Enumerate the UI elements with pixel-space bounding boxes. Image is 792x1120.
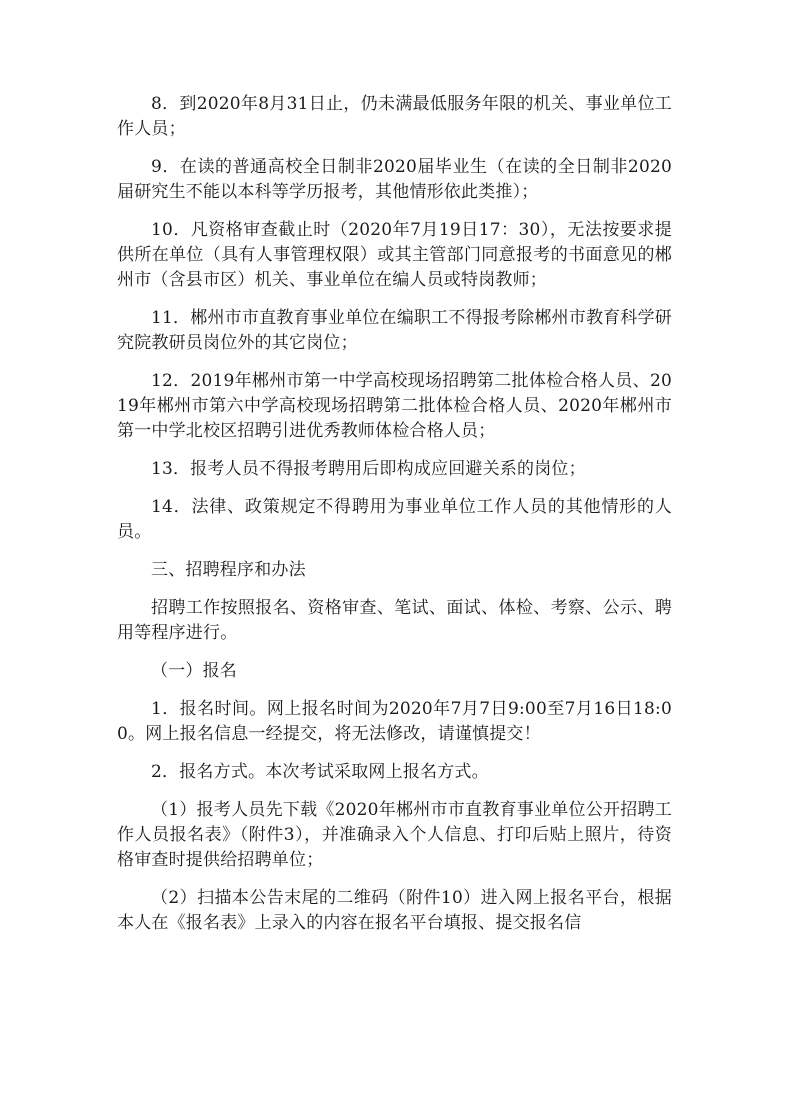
document-body <box>117 92 672 948</box>
paragraph-item-14: 14．法律、政策规定不得聘用为事业单位工作人员的其他情形的人员。 <box>117 497 672 542</box>
paragraph-registration-method: 2．报名方式。本次考试采取网上报名方式。 <box>151 762 489 782</box>
paragraph-item-9: 9．在读的普通高校全日制非2020届毕业生（在读的全日制非2020届研究生不能以本科等学历报考，其他情形依此类推）； <box>117 157 672 202</box>
section-heading-procedure: 三、招聘程序和办法 <box>151 560 306 580</box>
paragraph-registration-step-1: （1）报考人员先下载《2020年郴州市市直教育事业单位公开招聘工作人员报名表》（附件3），并准确录入个人信息、打印后贴上照片，待资格审查时提供给招聘单位； <box>117 800 672 870</box>
paragraph-item-12: 12．2019年郴州市第一中学高校现场招聘第二批体检合格人员、2019年郴州市第六中学高校现场招聘第二批体检合格人员、2020年郴州市第一中学北校区招聘引进优秀教师体检合格人员； <box>117 371 672 441</box>
paragraph-procedure-intro: 招聘工作按照报名、资格审查、笔试、面试、体检、考察、公示、聘用等程序进行。 <box>117 598 672 643</box>
paragraph-registration-time: 1．报名时间。网上报名时间为2020年7月7日9:00至7月16日18:00。网上报名信息一经提交，将无法修改，请谨慎提交！ <box>117 699 672 744</box>
paragraph-item-10: 10．凡资格审查截止时（2020年7月19日17：30），无法按要求提供所在单位（具有人事管理权限）或其主管部门同意报考的书面意见的郴州市（含县市区）机关、事业单位在编人员或特岗教师； <box>117 220 672 290</box>
paragraph-registration-step-2: （2）扫描本公告末尾的二维码（附件10）进入网上报名平台，根据本人在《报名表》上录入的内容在报名平台填报、提交报名信 <box>117 888 672 933</box>
paragraph-item-11: 11．郴州市市直教育事业单位在编职工不得报考除郴州市教育科学研究院教研员岗位外的其它岗位； <box>117 308 672 353</box>
subsection-heading-registration: （一）报名 <box>151 661 237 681</box>
paragraph-item-13: 13．报考人员不得报考聘用后即构成应回避关系的岗位； <box>151 459 586 479</box>
paragraph-item-8: 8．到2020年8月31日止，仍未满最低服务年限的机关、事业单位工作人员； <box>117 94 672 139</box>
